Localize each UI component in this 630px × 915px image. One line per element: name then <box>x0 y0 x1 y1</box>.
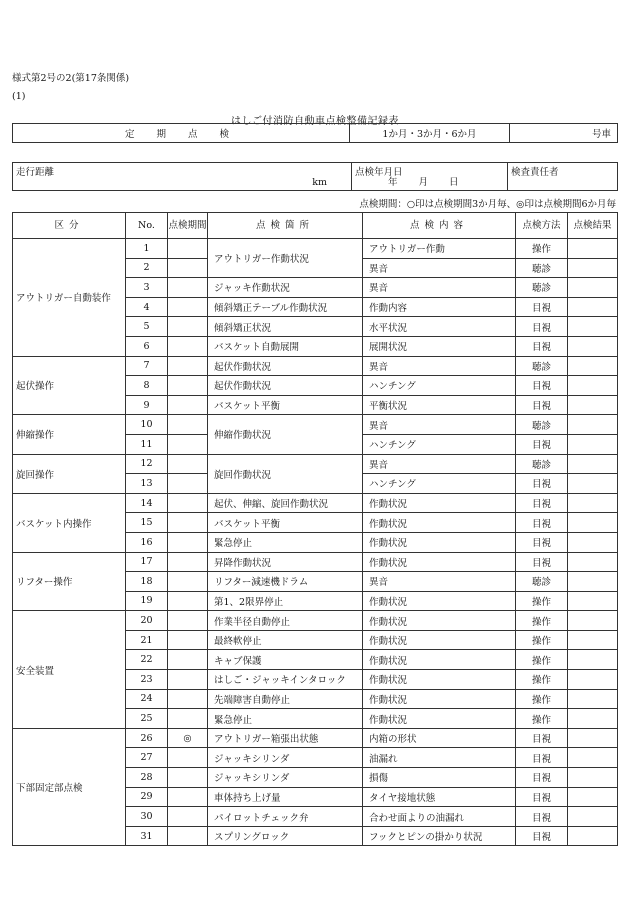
row-no: 19 <box>126 591 168 611</box>
row-content: ハンチング <box>363 434 516 454</box>
row-content: 水平状況 <box>363 317 516 337</box>
row-no: 9 <box>126 395 168 415</box>
row-location: 起伏、伸縮、旋回作動状況 <box>208 493 363 513</box>
row-method: 聴診 <box>516 454 568 474</box>
row-period <box>168 591 208 611</box>
row-period <box>168 807 208 827</box>
row-method: 目視 <box>516 532 568 552</box>
row-no: 14 <box>126 493 168 513</box>
row-location: 傾斜矯正状況 <box>208 317 363 337</box>
row-period <box>168 650 208 670</box>
header-no: No. <box>126 213 168 239</box>
row-location: 車体持ち上げ量 <box>208 787 363 807</box>
row-content: 油漏れ <box>363 748 516 768</box>
row-method: 目視 <box>516 474 568 494</box>
row-method: 操作 <box>516 591 568 611</box>
row-period <box>168 709 208 729</box>
header-method: 点検方法 <box>516 213 568 239</box>
row-no: 7 <box>126 356 168 376</box>
category-basket: バスケット内操作 <box>13 493 126 552</box>
row-method: 操作 <box>516 689 568 709</box>
row-method: 目視 <box>516 728 568 748</box>
row-no: 17 <box>126 552 168 572</box>
row-content: 作動状況 <box>363 513 516 533</box>
row-result-cell[interactable] <box>568 748 618 768</box>
row-period <box>168 611 208 631</box>
row-period <box>168 493 208 513</box>
row-no: 27 <box>126 748 168 768</box>
row-result-cell[interactable] <box>568 787 618 807</box>
row-period <box>168 415 208 435</box>
row-result-cell[interactable] <box>568 317 618 337</box>
row-location: ジャッキ作動状況 <box>208 278 363 298</box>
row-result-cell[interactable] <box>568 356 618 376</box>
row-period <box>168 336 208 356</box>
row-location: バスケット自動展開 <box>208 336 363 356</box>
row-period <box>168 572 208 592</box>
row-no: 28 <box>126 768 168 788</box>
row-no: 23 <box>126 670 168 690</box>
row-location: キャブ保護 <box>208 650 363 670</box>
row-period <box>168 474 208 494</box>
row-period <box>168 376 208 396</box>
row-content: 合わせ面よりの油漏れ <box>363 807 516 827</box>
row-result-cell[interactable] <box>568 336 618 356</box>
document-title: はしご付消防自動車点検整備記録表 <box>231 116 399 127</box>
row-result-cell[interactable] <box>568 768 618 788</box>
row-period <box>168 826 208 846</box>
category-lifter: リフター操作 <box>13 552 126 611</box>
row-period <box>168 239 208 259</box>
row-method: 目視 <box>516 748 568 768</box>
category-telescoping: 伸縮操作 <box>13 415 126 454</box>
row-method: 目視 <box>516 826 568 846</box>
row-no: 5 <box>126 317 168 337</box>
row-location: バスケット平衡 <box>208 513 363 533</box>
row-location: 緊急停止 <box>208 709 363 729</box>
row-method: 目視 <box>516 787 568 807</box>
row-period <box>168 356 208 376</box>
row-period <box>168 297 208 317</box>
row-result-cell[interactable] <box>568 591 618 611</box>
row-method: 目視 <box>516 493 568 513</box>
row-result-cell[interactable] <box>568 728 618 748</box>
row-result-cell[interactable] <box>568 630 618 650</box>
row-method: 操作 <box>516 650 568 670</box>
inspection-date-field[interactable] <box>352 163 508 191</box>
row-location: スプリングロック <box>208 826 363 846</box>
row-no: 4 <box>126 297 168 317</box>
row-method: 目視 <box>516 513 568 533</box>
row-period <box>168 748 208 768</box>
row-content: ハンチング <box>363 376 516 396</box>
row-content: 作動状況 <box>363 552 516 572</box>
row-result-cell[interactable] <box>568 239 618 259</box>
row-period <box>168 513 208 533</box>
row-location: 起伏作動状況 <box>208 376 363 396</box>
category-lower-fixed: 下部固定部点検 <box>13 728 126 846</box>
row-no: 22 <box>126 650 168 670</box>
row-location: アウトリガー作動状況 <box>208 239 363 278</box>
row-period <box>168 532 208 552</box>
row-result-cell[interactable] <box>568 454 618 474</box>
row-no: 29 <box>126 787 168 807</box>
row-result-cell[interactable] <box>568 689 618 709</box>
table-row <box>13 454 618 474</box>
row-period <box>168 434 208 454</box>
row-method: 操作 <box>516 670 568 690</box>
row-location: ジャッキシリンダ <box>208 748 363 768</box>
row-result-cell[interactable] <box>568 709 618 729</box>
row-content: 異音 <box>363 415 516 435</box>
row-content: 作動状況 <box>363 709 516 729</box>
row-result-cell[interactable] <box>568 552 618 572</box>
inspector-label: 検査責任者 <box>511 167 559 178</box>
row-content: 損傷 <box>363 768 516 788</box>
row-no: 25 <box>126 709 168 729</box>
row-period <box>168 454 208 474</box>
table-row <box>13 611 618 631</box>
row-method: 目視 <box>516 317 568 337</box>
row-method: 目視 <box>516 552 568 572</box>
row-method: 操作 <box>516 709 568 729</box>
header-period: 点検期間 <box>168 213 208 239</box>
row-no: 12 <box>126 454 168 474</box>
row-method: 目視 <box>516 376 568 396</box>
row-content: 平衡状況 <box>363 395 516 415</box>
row-result-cell[interactable] <box>568 434 618 454</box>
row-location: リフター減速機ドラム <box>208 572 363 592</box>
period-table <box>12 123 618 143</box>
row-no: 6 <box>126 336 168 356</box>
date-units: 年 月 日 <box>388 177 459 188</box>
mileage-unit: km <box>312 177 327 188</box>
row-method: 聴診 <box>516 258 568 278</box>
periodic-inspection-label: 定期点検 <box>13 124 350 143</box>
category-luffing: 起伏操作 <box>13 356 126 415</box>
row-method: 目視 <box>516 336 568 356</box>
row-no: 13 <box>126 474 168 494</box>
row-period <box>168 258 208 278</box>
row-content: 異音 <box>363 572 516 592</box>
row-method: 目視 <box>516 395 568 415</box>
row-content: 作動状況 <box>363 611 516 631</box>
row-content: 異音 <box>363 454 516 474</box>
row-content: 異音 <box>363 356 516 376</box>
row-content: フックとピンの掛かり状況 <box>363 826 516 846</box>
row-method: 目視 <box>516 434 568 454</box>
row-result-cell[interactable] <box>568 474 618 494</box>
row-content: 作動状況 <box>363 670 516 690</box>
row-location: バスケット平衡 <box>208 395 363 415</box>
row-content: 作動状況 <box>363 532 516 552</box>
row-result-cell[interactable] <box>568 650 618 670</box>
row-period <box>168 552 208 572</box>
row-period <box>168 317 208 337</box>
form-number: 様式第2号の2(第17条関係) <box>12 73 130 84</box>
category-outrigger: アウトリガー自動装作 <box>13 239 126 357</box>
inspection-period-range: 1か月・3か月・6か月 <box>350 124 510 143</box>
row-content: 作動状況 <box>363 591 516 611</box>
mileage-label: 走行距離 <box>16 167 55 178</box>
row-period <box>168 395 208 415</box>
row-location: 緊急停止 <box>208 532 363 552</box>
row-no: 21 <box>126 630 168 650</box>
table-row <box>13 493 618 513</box>
row-content: 展開状況 <box>363 336 516 356</box>
table-row <box>13 239 618 259</box>
row-method: 聴診 <box>516 572 568 592</box>
row-content: タイヤ接地状態 <box>363 787 516 807</box>
row-no: 26 <box>126 728 168 748</box>
row-location: 昇降作動状況 <box>208 552 363 572</box>
row-result-cell[interactable] <box>568 493 618 513</box>
row-location: 起伏作動状況 <box>208 356 363 376</box>
row-result-cell[interactable] <box>568 376 618 396</box>
row-location: ジャッキシリンダ <box>208 768 363 788</box>
row-location: パイロットチェック弁 <box>208 807 363 827</box>
row-method: 目視 <box>516 768 568 788</box>
row-content: 作動状況 <box>363 630 516 650</box>
row-location: 先端障害自動停止 <box>208 689 363 709</box>
row-method: 操作 <box>516 611 568 631</box>
row-location: 傾斜矯正テーブル作動状況 <box>208 297 363 317</box>
row-result-cell[interactable] <box>568 807 618 827</box>
row-period <box>168 278 208 298</box>
row-result-cell[interactable] <box>568 278 618 298</box>
row-method: 目視 <box>516 807 568 827</box>
row-period <box>168 768 208 788</box>
header-category: 区分 <box>13 213 126 239</box>
row-no: 10 <box>126 415 168 435</box>
row-location: アウトリガー箱張出状態 <box>208 728 363 748</box>
row-no: 1 <box>126 239 168 259</box>
row-content: 異音 <box>363 258 516 278</box>
mileage-field[interactable] <box>13 163 352 191</box>
row-location: 旋回作動状況 <box>208 454 363 493</box>
car-number-field[interactable]: 号車 <box>510 124 618 143</box>
row-result-cell[interactable] <box>568 395 618 415</box>
row-period <box>168 630 208 650</box>
row-method: 操作 <box>516 630 568 650</box>
row-no: 8 <box>126 376 168 396</box>
row-no: 15 <box>126 513 168 533</box>
row-location: はしご・ジャッキインタロック <box>208 670 363 690</box>
row-method: 操作 <box>516 239 568 259</box>
row-result-cell[interactable] <box>568 258 618 278</box>
row-content: 異音 <box>363 278 516 298</box>
table-row <box>13 356 618 376</box>
row-content: ハンチング <box>363 474 516 494</box>
row-result-cell[interactable] <box>568 572 618 592</box>
row-no: 24 <box>126 689 168 709</box>
row-content: 作動状況 <box>363 689 516 709</box>
row-method: 目視 <box>516 297 568 317</box>
table-row <box>13 415 618 435</box>
row-no: 31 <box>126 826 168 846</box>
row-result-cell[interactable] <box>568 826 618 846</box>
row-no: 20 <box>126 611 168 631</box>
row-location: 最終軟停止 <box>208 630 363 650</box>
row-no: 16 <box>126 532 168 552</box>
row-result-cell[interactable] <box>568 415 618 435</box>
row-period <box>168 670 208 690</box>
inspection-date-label: 点検年月日 <box>355 167 403 178</box>
row-content: 内箱の形状 <box>363 728 516 748</box>
row-result-cell[interactable] <box>568 611 618 631</box>
inspector-field[interactable] <box>508 163 618 191</box>
inspection-table <box>12 212 618 846</box>
row-location: 第1、2限界停止 <box>208 591 363 611</box>
row-content: 作動状況 <box>363 493 516 513</box>
row-method: 聴診 <box>516 278 568 298</box>
row-content: 作動状況 <box>363 650 516 670</box>
table-row <box>13 728 618 748</box>
row-period <box>168 689 208 709</box>
row-no: 18 <box>126 572 168 592</box>
table-row <box>13 552 618 572</box>
row-result-cell[interactable] <box>568 297 618 317</box>
sub-number: (1) <box>12 91 26 102</box>
row-result-cell[interactable] <box>568 532 618 552</box>
row-content: 作動内容 <box>363 297 516 317</box>
row-method: 聴診 <box>516 356 568 376</box>
period-legend: 点検期間：○印は点検期間3か月毎、◎印は点検期間6か月毎 <box>359 199 616 210</box>
table-header-row <box>13 213 618 239</box>
row-no: 30 <box>126 807 168 827</box>
header-content: 点検内容 <box>363 213 516 239</box>
row-content: アウトリガー作動 <box>363 239 516 259</box>
row-no: 11 <box>126 434 168 454</box>
header-location: 点検箇所 <box>208 213 363 239</box>
row-no: 3 <box>126 278 168 298</box>
category-safety: 安全装置 <box>13 611 126 729</box>
row-result-cell[interactable] <box>568 670 618 690</box>
row-period <box>168 787 208 807</box>
info-table <box>12 162 618 191</box>
category-rotation: 旋回操作 <box>13 454 126 493</box>
row-location: 作業半径自動停止 <box>208 611 363 631</box>
row-period: ◎ <box>168 728 208 748</box>
row-location: 伸縮作動状況 <box>208 415 363 454</box>
row-method: 聴診 <box>516 415 568 435</box>
row-no: 2 <box>126 258 168 278</box>
header-result: 点検結果 <box>568 213 618 239</box>
row-result-cell[interactable] <box>568 513 618 533</box>
